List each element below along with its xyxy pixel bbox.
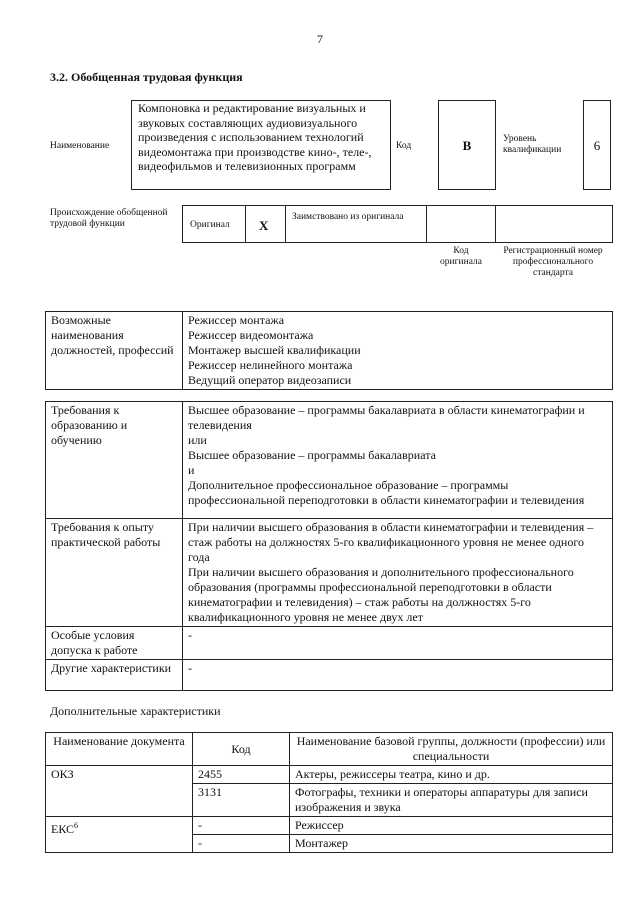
- position-item: Режиссер монтажа: [188, 313, 285, 327]
- experience-line: При наличии высшего образования в области кинематографии и телевидения – стаж работы на должностях 5-го квалификационного уровня не менее одного года: [188, 520, 594, 564]
- name-value-box: [131, 100, 391, 190]
- position-item: Режиссер видеомонтажа: [188, 328, 314, 342]
- experience-line: При наличии высшего образования и дополнительного профессионального образования (программы профессиональной переподготовки в области кинематографии и телевидения) – стаж работы на должностях 5-го квалификационного уровня не менее двух лет: [188, 565, 574, 624]
- section-title: 3.2. Обобщенная трудовая функция: [50, 70, 243, 84]
- other-characteristics-label: Другие характеристики: [46, 660, 183, 691]
- row-name: Актеры, режиссеры театра, кино и др.: [290, 766, 613, 784]
- page-number: 7: [317, 32, 323, 46]
- position-item: Монтажер высшей квалификации: [188, 343, 361, 357]
- header-name: Наименование базовой группы, должности (профессии) или специальности: [290, 733, 613, 766]
- row-code: 3131: [193, 784, 290, 817]
- row-doc: ОКЗ: [46, 766, 193, 817]
- code-value: В: [462, 138, 472, 153]
- education-label: Требования к образованию и обучению: [46, 402, 183, 519]
- level-value-box: [583, 100, 611, 190]
- education-line: и: [188, 463, 195, 477]
- additional-title: Дополнительные характеристики: [50, 704, 221, 718]
- row-doc: [46, 817, 193, 853]
- row-name: Режиссер: [290, 817, 613, 835]
- original-mark: X: [259, 218, 269, 233]
- experience-label: Требования к опыту практической работы: [46, 519, 183, 627]
- footnote-marker: 6: [74, 821, 79, 830]
- row-name: Монтажер: [290, 835, 613, 853]
- row-code: 2455: [193, 766, 290, 784]
- education-line: Дополнительное профессиональное образование – программы профессиональной переподготовки в области кинематографии и телевидения: [188, 478, 585, 507]
- requirements-table: [45, 401, 613, 691]
- positions-table: [45, 311, 613, 390]
- code-original-caption: Код оригинала: [440, 246, 482, 267]
- position-item: Режиссер нелинейного монтажа: [188, 358, 353, 372]
- code-value-box: [438, 100, 496, 190]
- row-name: Фотографы, техники и операторы аппаратуры для записи изображения и звука: [290, 784, 613, 817]
- row-doc-text: ЕКС: [51, 822, 75, 836]
- position-item: Ведущий оператор видеозаписи: [188, 373, 352, 387]
- experience-content: [183, 519, 613, 627]
- special-conditions-value: -: [183, 627, 613, 660]
- positions-list: [183, 312, 613, 390]
- other-characteristics-value: -: [183, 660, 613, 691]
- name-label: Наименование: [50, 141, 110, 151]
- origin-label: Происхождение обобщенной трудовой функции: [50, 208, 168, 229]
- level-label: Уровень квалификации: [503, 134, 562, 155]
- header-code: Код: [193, 733, 290, 766]
- original-label: Оригинал: [190, 220, 230, 230]
- positions-label: Возможные наименования должностей, профессий: [46, 312, 183, 390]
- education-content: [183, 402, 613, 519]
- header-doc: Наименование документа: [46, 733, 193, 766]
- special-conditions-label: Особые условия допуска к работе: [46, 627, 183, 660]
- education-line: или: [188, 433, 207, 447]
- name-value: Компоновка и редактирование визуальных и звуковых составляющих аудиовизуального произведения с использованием технологий видеомонтажа при производстве кино-, теле-, видеофильмов и телевизионных программ: [138, 101, 372, 173]
- education-line: Высшее образование – программы бакалавриата в области кинематографии и телевидения: [188, 403, 585, 432]
- row-code: -: [193, 817, 290, 835]
- borrowed-label: Заимствовано из оригинала: [292, 212, 404, 222]
- level-value: 6: [593, 138, 601, 153]
- education-line: Высшее образование – программы бакалавриата: [188, 448, 436, 462]
- code-label: Код: [396, 141, 412, 151]
- origin-box: [182, 205, 613, 243]
- reg-number-caption: Регистрационный номер профессионального стандарта: [503, 246, 603, 278]
- row-code: -: [193, 835, 290, 853]
- additional-table: [45, 732, 613, 853]
